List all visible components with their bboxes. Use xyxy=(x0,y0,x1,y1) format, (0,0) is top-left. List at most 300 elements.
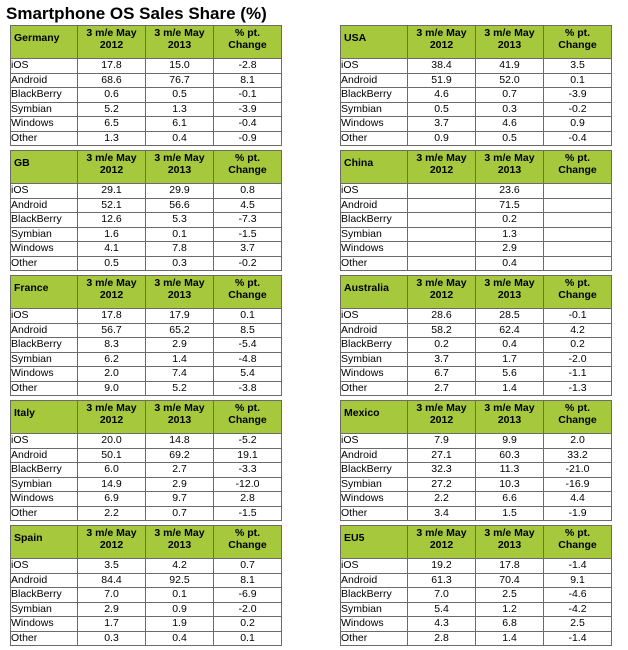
os-name: Symbian xyxy=(341,602,408,617)
table-row xyxy=(11,131,282,146)
table-row xyxy=(341,448,612,463)
table-row xyxy=(341,434,612,449)
value-change: -21.0 xyxy=(544,463,612,478)
table-header-row xyxy=(11,151,282,184)
value-change: 0.8 xyxy=(214,184,282,199)
value-y2012: 32.3 xyxy=(408,463,476,478)
value-y2013: 1.3 xyxy=(476,227,544,242)
value-change: -4.6 xyxy=(544,588,612,603)
value-change: 5.4 xyxy=(214,367,282,382)
column-header xyxy=(214,151,282,184)
value-change: -2.0 xyxy=(214,602,282,617)
column-header-line: 3 m/e May xyxy=(484,527,535,539)
table-row xyxy=(11,381,282,396)
column-header-line: 2013 xyxy=(167,39,192,51)
country-name: EU5 xyxy=(341,526,408,559)
value-y2012: 2.9 xyxy=(78,602,146,617)
os-name: iOS xyxy=(11,559,78,574)
country-name: Australia xyxy=(341,276,408,309)
column-header xyxy=(78,151,146,184)
os-name: BlackBerry xyxy=(11,588,78,603)
column-header xyxy=(214,276,282,309)
value-change: -4.8 xyxy=(214,352,282,367)
value-change: -5.4 xyxy=(214,338,282,353)
value-y2012: 0.3 xyxy=(78,631,146,646)
value-y2013: 0.7 xyxy=(476,88,544,103)
value-y2012: 7.0 xyxy=(78,588,146,603)
value-y2012: 51.9 xyxy=(408,73,476,88)
value-y2012: 6.7 xyxy=(408,367,476,382)
os-name: Other xyxy=(341,131,408,146)
table-header-row xyxy=(11,276,282,309)
value-y2013: 0.3 xyxy=(476,102,544,117)
table-row xyxy=(341,352,612,367)
value-change: 2.0 xyxy=(544,434,612,449)
column-header-line: Change xyxy=(228,39,267,51)
value-y2013: 2.9 xyxy=(146,477,214,492)
os-name: Symbian xyxy=(11,352,78,367)
os-name: iOS xyxy=(341,309,408,324)
value-change: 3.5 xyxy=(544,59,612,74)
value-y2013: 60.3 xyxy=(476,448,544,463)
value-y2012: 27.2 xyxy=(408,477,476,492)
value-y2012: 0.9 xyxy=(408,131,476,146)
value-y2013: 1.2 xyxy=(476,602,544,617)
column-header-line: % pt. xyxy=(564,27,591,39)
table-header-row xyxy=(341,26,612,59)
chart-title: Smartphone OS Sales Share (%) xyxy=(6,4,267,23)
value-change: -7.3 xyxy=(214,213,282,228)
column-header-line: 3 m/e May xyxy=(154,277,205,289)
value-y2012: 28.6 xyxy=(408,309,476,324)
value-y2012: 29.1 xyxy=(78,184,146,199)
column-header xyxy=(408,276,476,309)
value-y2013: 9.7 xyxy=(146,492,214,507)
table-row xyxy=(11,506,282,521)
column-header-line: 2013 xyxy=(497,539,522,551)
os-name: Other xyxy=(11,506,78,521)
value-y2013: 0.4 xyxy=(476,256,544,271)
column-header-line: 3 m/e May xyxy=(416,277,467,289)
table-row xyxy=(341,102,612,117)
table-row xyxy=(341,213,612,228)
table-row xyxy=(11,256,282,271)
value-y2012: 3.7 xyxy=(408,352,476,367)
value-y2012: 6.5 xyxy=(78,117,146,132)
column-header-line: Change xyxy=(228,164,267,176)
value-y2012: 52.1 xyxy=(78,198,146,213)
country-name: Germany xyxy=(11,26,78,59)
value-y2013: 1.7 xyxy=(476,352,544,367)
table-row xyxy=(341,73,612,88)
table-row xyxy=(11,367,282,382)
value-y2012: 6.2 xyxy=(78,352,146,367)
column-header-line: 2012 xyxy=(99,289,124,301)
value-y2012: 2.7 xyxy=(408,381,476,396)
table-row xyxy=(11,463,282,478)
column-header xyxy=(476,26,544,59)
os-name: Android xyxy=(341,323,408,338)
country-name: USA xyxy=(341,26,408,59)
column-header-line: 3 m/e May xyxy=(154,527,205,539)
value-change xyxy=(544,213,612,228)
value-y2012: 6.9 xyxy=(78,492,146,507)
value-y2013: 2.9 xyxy=(476,242,544,257)
table-row xyxy=(11,434,282,449)
os-name: Other xyxy=(11,381,78,396)
table-row xyxy=(11,323,282,338)
column-header-line: 3 m/e May xyxy=(154,152,205,164)
table-spain xyxy=(10,525,282,646)
value-y2013: 17.9 xyxy=(146,309,214,324)
value-y2012: 4.3 xyxy=(408,617,476,632)
column-header xyxy=(78,526,146,559)
value-y2013: 10.3 xyxy=(476,477,544,492)
table-germany xyxy=(10,25,282,146)
column-header-line: Change xyxy=(558,164,597,176)
table-row xyxy=(341,602,612,617)
country-name: France xyxy=(11,276,78,309)
value-y2013: 0.7 xyxy=(146,506,214,521)
table-row xyxy=(341,381,612,396)
value-y2013: 0.4 xyxy=(146,631,214,646)
value-y2012: 7.0 xyxy=(408,588,476,603)
os-name: Android xyxy=(11,448,78,463)
value-y2012: 8.3 xyxy=(78,338,146,353)
table-header-row xyxy=(11,526,282,559)
table-row xyxy=(11,617,282,632)
value-y2013: 15.0 xyxy=(146,59,214,74)
os-name: Windows xyxy=(341,242,408,257)
os-name: Symbian xyxy=(341,102,408,117)
table-row xyxy=(11,492,282,507)
table-row xyxy=(11,338,282,353)
column-header-line: 3 m/e May xyxy=(484,277,535,289)
table-row xyxy=(341,131,612,146)
table-eu5 xyxy=(340,525,612,646)
column-header-line: Change xyxy=(228,414,267,426)
os-name: Android xyxy=(341,448,408,463)
table-row xyxy=(341,573,612,588)
os-name: iOS xyxy=(341,434,408,449)
column-header-line: Change xyxy=(558,539,597,551)
value-y2012: 7.9 xyxy=(408,434,476,449)
value-y2013: 71.5 xyxy=(476,198,544,213)
os-name: iOS xyxy=(341,59,408,74)
value-change: 0.2 xyxy=(214,617,282,632)
column-header-line: Change xyxy=(228,539,267,551)
table-row xyxy=(341,184,612,199)
os-name: Windows xyxy=(11,367,78,382)
value-y2012: 0.5 xyxy=(408,102,476,117)
value-change: 8.1 xyxy=(214,73,282,88)
value-y2013: 0.5 xyxy=(146,88,214,103)
value-change: -12.0 xyxy=(214,477,282,492)
column-header xyxy=(214,401,282,434)
os-name: Symbian xyxy=(11,227,78,242)
value-change: 0.1 xyxy=(544,73,612,88)
column-header-line: 2012 xyxy=(429,289,454,301)
value-y2013: 52.0 xyxy=(476,73,544,88)
column-header xyxy=(78,26,146,59)
column-header-line: Change xyxy=(558,414,597,426)
os-name: Windows xyxy=(341,617,408,632)
column-header-line: 2012 xyxy=(99,414,124,426)
table-row xyxy=(341,309,612,324)
value-y2012: 1.3 xyxy=(78,131,146,146)
column-header-line: % pt. xyxy=(564,152,591,164)
table-mexico xyxy=(340,400,612,521)
column-header xyxy=(476,151,544,184)
os-name: Windows xyxy=(11,617,78,632)
table-row xyxy=(11,602,282,617)
value-y2013: 1.4 xyxy=(476,381,544,396)
table-row xyxy=(341,198,612,213)
value-change: -2.0 xyxy=(544,352,612,367)
os-name: iOS xyxy=(11,59,78,74)
value-change: -3.9 xyxy=(544,88,612,103)
value-y2012: 3.4 xyxy=(408,506,476,521)
value-y2012: 5.4 xyxy=(408,602,476,617)
table-row xyxy=(11,477,282,492)
column-header-line: Change xyxy=(558,289,597,301)
column-header xyxy=(78,401,146,434)
column-header xyxy=(146,26,214,59)
column-header xyxy=(146,401,214,434)
table-row xyxy=(11,73,282,88)
column-header-line: 2012 xyxy=(99,164,124,176)
value-change: 9.1 xyxy=(544,573,612,588)
country-name: Mexico xyxy=(341,401,408,434)
os-name: Android xyxy=(11,73,78,88)
column-header xyxy=(408,526,476,559)
value-change: 0.9 xyxy=(544,117,612,132)
table-row xyxy=(11,102,282,117)
column-header xyxy=(408,401,476,434)
value-change: 3.7 xyxy=(214,242,282,257)
value-y2013: 0.4 xyxy=(146,131,214,146)
column-header-line: 3 m/e May xyxy=(416,402,467,414)
table-header-row xyxy=(341,151,612,184)
value-change: -1.9 xyxy=(544,506,612,521)
value-y2013: 56.6 xyxy=(146,198,214,213)
value-y2013: 1.9 xyxy=(146,617,214,632)
os-name: Symbian xyxy=(11,602,78,617)
column-header-line: % pt. xyxy=(234,152,261,164)
table-row xyxy=(341,117,612,132)
value-change: 8.5 xyxy=(214,323,282,338)
value-y2012: 2.0 xyxy=(78,367,146,382)
value-change: -16.9 xyxy=(544,477,612,492)
table-row xyxy=(11,88,282,103)
value-y2013: 2.5 xyxy=(476,588,544,603)
value-change: -0.9 xyxy=(214,131,282,146)
os-name: Android xyxy=(341,573,408,588)
table-row xyxy=(11,227,282,242)
table-header-row xyxy=(11,26,282,59)
os-name: iOS xyxy=(341,559,408,574)
value-y2012: 17.8 xyxy=(78,59,146,74)
value-change: 0.1 xyxy=(214,631,282,646)
table-row xyxy=(11,242,282,257)
value-y2013: 7.4 xyxy=(146,367,214,382)
value-change: 4.2 xyxy=(544,323,612,338)
value-y2013: 5.2 xyxy=(146,381,214,396)
value-change: -0.2 xyxy=(214,256,282,271)
column-header-line: 2013 xyxy=(497,39,522,51)
value-y2012 xyxy=(408,227,476,242)
column-header-line: % pt. xyxy=(234,402,261,414)
column-header xyxy=(544,151,612,184)
column-header xyxy=(146,276,214,309)
value-change: 8.1 xyxy=(214,573,282,588)
column-header-line: 2012 xyxy=(99,539,124,551)
column-header-line: % pt. xyxy=(234,27,261,39)
table-row xyxy=(341,588,612,603)
value-change: -0.4 xyxy=(544,131,612,146)
value-change: 4.4 xyxy=(544,492,612,507)
value-change: -1.4 xyxy=(544,631,612,646)
column-header xyxy=(544,526,612,559)
value-y2013: 0.1 xyxy=(146,227,214,242)
os-name: Windows xyxy=(341,117,408,132)
table-row xyxy=(341,367,612,382)
table-row xyxy=(341,256,612,271)
value-y2013: 0.1 xyxy=(146,588,214,603)
os-name: Symbian xyxy=(11,102,78,117)
column-header xyxy=(408,151,476,184)
value-change xyxy=(544,184,612,199)
value-change: -0.4 xyxy=(214,117,282,132)
value-y2013: 1.5 xyxy=(476,506,544,521)
column-header-line: Change xyxy=(228,289,267,301)
os-name: Android xyxy=(11,198,78,213)
table-row xyxy=(341,492,612,507)
value-y2012: 3.7 xyxy=(408,117,476,132)
column-header xyxy=(476,276,544,309)
value-y2013: 7.8 xyxy=(146,242,214,257)
value-change: -0.1 xyxy=(214,88,282,103)
os-name: iOS xyxy=(11,184,78,199)
value-y2012: 0.2 xyxy=(408,338,476,353)
table-row xyxy=(11,198,282,213)
os-name: Symbian xyxy=(341,352,408,367)
value-change: -0.2 xyxy=(544,102,612,117)
os-name: BlackBerry xyxy=(11,88,78,103)
table-australia xyxy=(340,275,612,396)
table-row xyxy=(341,338,612,353)
column-header-line: 2012 xyxy=(429,539,454,551)
os-name: BlackBerry xyxy=(341,463,408,478)
value-y2013: 70.4 xyxy=(476,573,544,588)
value-y2012: 6.0 xyxy=(78,463,146,478)
table-row xyxy=(341,227,612,242)
value-y2012: 4.6 xyxy=(408,88,476,103)
value-y2013: 6.6 xyxy=(476,492,544,507)
value-y2012: 2.8 xyxy=(408,631,476,646)
column-header-line: 3 m/e May xyxy=(416,152,467,164)
table-row xyxy=(341,631,612,646)
column-header-line: 3 m/e May xyxy=(86,277,137,289)
os-name: Windows xyxy=(11,242,78,257)
os-name: Android xyxy=(341,73,408,88)
value-y2013: 5.6 xyxy=(476,367,544,382)
column-header xyxy=(476,401,544,434)
value-y2013: 76.7 xyxy=(146,73,214,88)
value-change: 19.1 xyxy=(214,448,282,463)
value-y2012: 58.2 xyxy=(408,323,476,338)
value-y2013: 5.3 xyxy=(146,213,214,228)
column-header-line: 2013 xyxy=(167,289,192,301)
value-y2012: 27.1 xyxy=(408,448,476,463)
value-y2012: 2.2 xyxy=(408,492,476,507)
os-name: Windows xyxy=(341,492,408,507)
os-name: Other xyxy=(341,631,408,646)
os-name: Symbian xyxy=(341,227,408,242)
column-header xyxy=(544,276,612,309)
column-header-line: 3 m/e May xyxy=(484,152,535,164)
value-change: -3.8 xyxy=(214,381,282,396)
table-header-row xyxy=(341,276,612,309)
value-y2013: 41.9 xyxy=(476,59,544,74)
table-row xyxy=(341,59,612,74)
table-italy xyxy=(10,400,282,521)
column-header xyxy=(544,401,612,434)
value-y2012: 1.7 xyxy=(78,617,146,632)
column-header-line: % pt. xyxy=(564,277,591,289)
value-y2013: 2.7 xyxy=(146,463,214,478)
value-change: 0.1 xyxy=(214,309,282,324)
table-row xyxy=(341,323,612,338)
value-change xyxy=(544,242,612,257)
value-y2013: 0.9 xyxy=(146,602,214,617)
value-change: -4.2 xyxy=(544,602,612,617)
value-y2013: 1.3 xyxy=(146,102,214,117)
value-y2012 xyxy=(408,256,476,271)
os-name: BlackBerry xyxy=(11,463,78,478)
table-row xyxy=(11,588,282,603)
table-row xyxy=(341,242,612,257)
value-y2012: 12.6 xyxy=(78,213,146,228)
column-header xyxy=(78,276,146,309)
value-change: -2.8 xyxy=(214,59,282,74)
value-y2012: 1.6 xyxy=(78,227,146,242)
table-row xyxy=(341,617,612,632)
value-y2012: 9.0 xyxy=(78,381,146,396)
column-header xyxy=(146,526,214,559)
column-header-line: 3 m/e May xyxy=(86,527,137,539)
table-header-row xyxy=(11,401,282,434)
value-change: -1.3 xyxy=(544,381,612,396)
value-y2013: 29.9 xyxy=(146,184,214,199)
column-header-line: % pt. xyxy=(234,277,261,289)
os-name: iOS xyxy=(11,434,78,449)
value-y2012: 0.6 xyxy=(78,88,146,103)
value-y2013: 17.8 xyxy=(476,559,544,574)
os-name: BlackBerry xyxy=(11,338,78,353)
table-row xyxy=(11,573,282,588)
value-y2013: 0.2 xyxy=(476,213,544,228)
value-y2012: 19.2 xyxy=(408,559,476,574)
column-header xyxy=(544,26,612,59)
value-change: -1.5 xyxy=(214,227,282,242)
column-header-line: 3 m/e May xyxy=(484,402,535,414)
value-change: 2.8 xyxy=(214,492,282,507)
value-y2012: 14.9 xyxy=(78,477,146,492)
column-header-line: % pt. xyxy=(234,527,261,539)
value-y2012: 20.0 xyxy=(78,434,146,449)
value-y2013: 14.8 xyxy=(146,434,214,449)
